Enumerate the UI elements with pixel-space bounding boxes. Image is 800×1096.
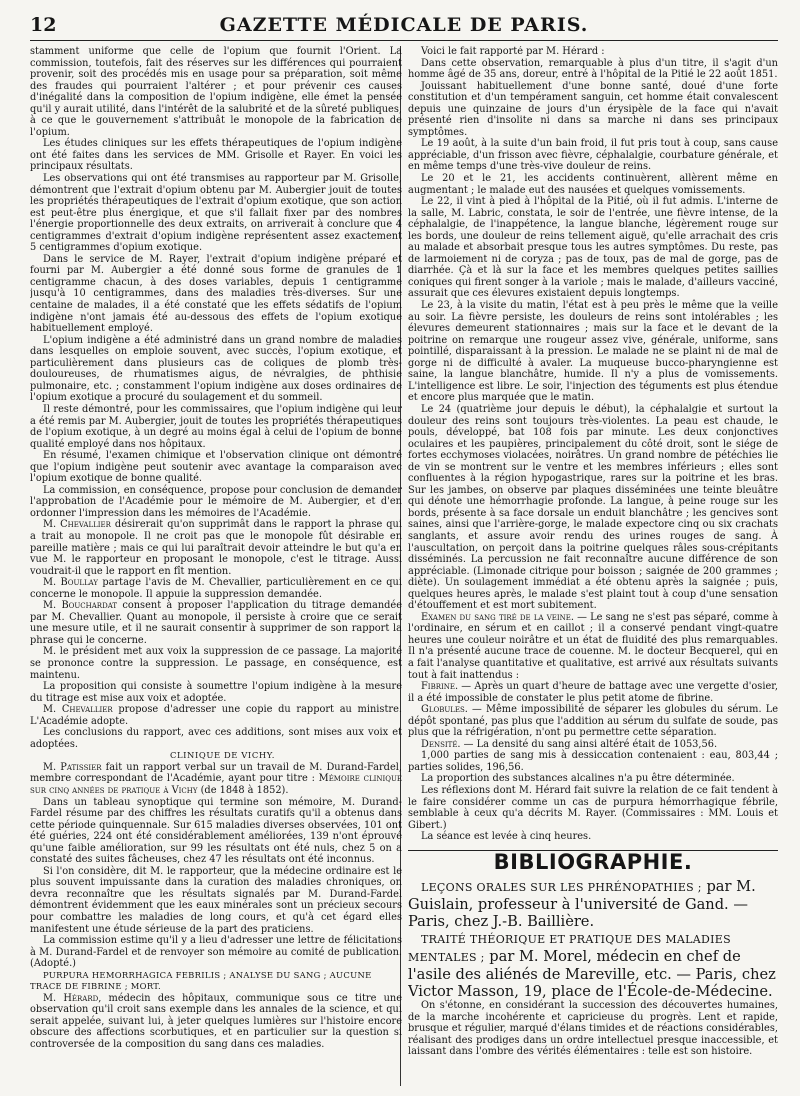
paragraph-text: — Même impossibilité de séparer les globules du sérum. Le dépôt spontané, pas plus que l'addition au sérum du sulfate de soude, pas plus que la réfrigération, n'ont pu permettre cette séparation.: [408, 704, 778, 739]
paragraph-text: propose d'adresser une copie du rapport au ministre. L'Académie adopte.: [30, 704, 402, 727]
paragraph-text: — Le sang ne s'est pas séparé, comme à l'ordinaire, en sérum et en caillot ; il a conservé pendant vingt-quatre heures une couleur noirâtre et un état de fluidité des plus remarquables. Il n'a présenté aucune trace de couenne. M. le docteur Becquerel, qui en a fait l'analyse quantitative et qualitative, est arrivé aux résultats suivants tout à fait inattendus :: [408, 611, 778, 681]
journal-title: GAZETTE MÉDICALE DE PARIS.: [219, 14, 589, 36]
run-in-heading: Examen du sang tiré de la veine.: [421, 611, 574, 623]
book-details: par M. Guislain, professeur à l'université de Gand. — Paris, chez J.-B. Baillière.: [408, 878, 756, 931]
paragraph-text: (de 1848 à 1852).: [197, 785, 289, 796]
paragraph-text: , médecin des hôpitaux, communique sous ce titre une observation qu'il croit sans exemple dans les annales de la science, et qui serait appelée, suivant lui, à jeter quelques lumières sur l'histoire encore obscure des affections scorbutiques, et en particulier sur la question si controversée de la composition du sang dans ces maladies.: [30, 992, 402, 1051]
paragraph: Dans le service de M. Rayer, l'extrait d'opium indigène préparé et fourni par M. Aubergier a été donné sous forme de granules de 1 centigramme chacun, à des doses variables, depuis 1 centigramme jusqu'à 10 centigrammes, dans des maladies très-diverses. Sur une centaine de malades, il a été constaté que les effets sédatifs de l'opium indigène n'ont jamais été au-dessous des effets de l'opium exotique habituellement employé.: [30, 253, 402, 335]
paragraph-text: désirerait qu'on supprimât dans le rapport la phrase qui a trait au monopole. Il ne croit pas que le monopole fût désirable en pareille matière ; mais ce qui lui paraîtrait devoir atteindre le but qu'a en vue M. le rapporteur en proposant le monopole, c'est le titrage. Aussi voudrait-il que le rapport en fît mention.: [30, 519, 402, 577]
paragraph: [408, 739, 778, 751]
paragraph: [30, 762, 402, 797]
paragraph: [30, 600, 402, 646]
run-in-heading: Fibrine.: [421, 681, 459, 693]
speaker-name: M. Boullay: [43, 577, 99, 589]
paragraph: Les conclusions du rapport, avec ces additions, sont mises aux voix et adoptées.: [30, 727, 402, 750]
left-column: [30, 46, 402, 1086]
paragraph-text: partage l'avis de M. Chevallier, particulièrement en ce qui concerne le monopole. Il appuie la suppression demandée.: [30, 577, 402, 600]
paragraph: La séance est levée à cinq heures.: [421, 831, 592, 843]
section-heading-vichy: CLINIQUE DE VICHY.: [169, 750, 276, 761]
paragraph: Il reste démontré, pour les commissaires, que l'opium indigène qui leur a été remis par M. Aubergier, jouit de toutes les propriétés thérapeutiques de l'opium exotique, à un degré au moins égal à celui de l'opium de bonne qualité employé dans nos hôpitaux.: [30, 403, 402, 450]
paragraph: stamment uniforme que celle de l'opium que fournit l'Orient. La commission, toutefois, fait des réserves sur les différences qui pourraient provenir, soit des procédés mis en usage pour sa préparation, soit même des fraudes qui pourraient l'altérer ; et pour prévenir ces causes d'inégalité dans la composition de l'opium indigène, elle émet la pensée qu'il y aurait utilité, dans l'intérêt de la salubrité et de la sûreté publiques, à ce que le gouvernement s'attribuât le monopole de la fabrication de l'opium.: [30, 46, 402, 138]
paragraph: L'opium indigène a été administré dans un grand nombre de maladies dans lesquelles on emploie souvent, avec succès, l'opium exotique, et particulièrement dans plusieurs cas de coliques de plomb très-douloureuses, de rhumatismes aigus, de névralgies, de phthisie pulmonaire, etc. ; constamment l'opium indigène aux doses ordinaires de l'opium exotique a procuré du soulagement et du sommeil.: [30, 334, 402, 404]
speaker-name: M. Patissier: [43, 761, 102, 773]
paragraph: Les études cliniques sur les effets thérapeutiques de l'opium indigène ont été faites dans les services de MM. Grisolle et Rayer. En voici les principaux résultats.: [30, 138, 402, 173]
paragraph: La proportion des substances alcalines n'a pu être déterminée.: [421, 773, 735, 785]
run-in-heading: Globules.: [421, 704, 468, 716]
paragraph: Le 22, il vint à pied à l'hôpital de la Pitié, où il fut admis. L'interne de la salle, M. Labric, constata, le soir de l'entrée, une fièvre intense, de la céphalalgie, de l'inappétence, la langue blanche, légèrement rouge sur les bords, une douleur de reins tellement aiguë, qu'elle arrachait des cris au malade et absorbait presque tous les autres symptômes. Du reste, pas de larmoiement ni de coryza ; pas de toux, pas de mal de gorge, pas de diarrhée. Çà et là sur la face et les membres quelques petites saillies coniques qui firent songer à la variole ; mais le malade, d'ailleurs vacciné, assurait que ces élevures existaient depuis longtemps.: [408, 196, 778, 300]
paragraph: [408, 612, 778, 681]
right-column: [408, 46, 778, 1086]
speaker-name: M. Chevallier: [43, 704, 113, 716]
page-header: [30, 14, 778, 41]
book-title: LEÇONS ORALES SUR LES PHRÉNOPATHIES ;: [421, 881, 702, 895]
paragraph-text: — Après un quart d'heure de battage avec une vergette d'osier, il a été impossible de constater le plus petit atome de fibrine.: [408, 681, 778, 704]
book-entry: [408, 878, 778, 930]
paragraph: La commission, en conséquence, propose pour conclusion de demander l'approbation de l'Académie pour le mémoire de M. Aubergier, et d'en ordonner l'impression dans les mémoires de l'Académie.: [30, 484, 402, 519]
speaker-name: M. Hérard: [43, 992, 99, 1004]
paragraph: Les observations qui ont été transmises au rapporteur par M. Grisolle, démontrent que l'extrait d'opium obtenu par M. Aubergier jouit de toutes les propriétés thérapeutiques de l'extrait d'opium exotique, que son action est peut-être plus énergique, et que s'il fallait fixer par des nombres l'énergie proportionnelle des deux extraits, on arriverait à conclure que 4 centigrammes d'extrait d'opium indigène représentent assez exactement 5 centigrammes d'opium exotique.: [30, 173, 402, 254]
page-number: 12: [30, 14, 57, 36]
paragraph: Jouissant habituellement d'une bonne santé, doué d'une forte constitution et d'un tempérament sanguin, cet homme était convalescent depuis une quinzaine de jours d'un érysipèle de la face qui n'avait présenté rien d'insolite ni dans sa marche ni dans ses principaux symptômes.: [408, 80, 778, 138]
paragraph-text: — La densité du sang ainsi altéré était de 1053,56.: [460, 738, 718, 750]
paragraph: La commission estime qu'il y a lieu d'adresser une lettre de félicitations à M. Durand-Fardel et de renvoyer son mémoire au comité de publication. (Adopté.): [30, 935, 402, 970]
paragraph: Dans cette observation, remarquable à plus d'un titre, il s'agit d'un homme âgé de 35 ans, doreur, entré à l'hôpital de la Pitié le 22 août 1851.: [408, 57, 778, 81]
speaker-name: M. Bouchardat: [43, 600, 118, 612]
paragraph: Les réflexions dont M. Hérard fait suivre la relation de ce fait tendent à le faire considérer comme un cas de purpura hémorrhagique fébrile, semblable à ceux qu'a décrits M. Rayer. (Commissaires : MM. Louis et Gibert.): [408, 785, 778, 831]
speaker-name: M. Chevallier: [43, 519, 111, 531]
paragraph: M. le président met aux voix la suppression de ce passage. La majorité se prononce contre la suppression. Le passage, en conséquence, est maintenu.: [30, 646, 402, 681]
book-entry: [408, 930, 778, 1000]
book-title: TRAITÉ THÉORIQUE ET PRATIQUE DES MALADIES MENTALES ;: [408, 933, 731, 965]
paragraph: On s'étonne, en considérant la succession des découvertes humaines, de la marche incohérente et capricieuse du progrès. Lent et rapide, brusque et régulier, marqué d'élans timides et de réactions considérables, réalisant des prodiges dans un ordre intellectuel presque inaccessible, et laissant dans l'ombre des vérités élémentaires : telle est son histoire.: [408, 1000, 778, 1058]
paragraph: Le 20 et le 21, les accidents continuèrent, allèrent même en augmentant ; le malade eut des nausées et quelques vomissements.: [408, 173, 778, 196]
section-heading-purpura: PURPURA HEMORRHAGICA FEBRILIS ; ANALYSE DU SANG ; AUCUNE TRACE DE FIBRINE ; MORT.: [30, 969, 372, 992]
paragraph: Le 23, à la visite du matin, l'état est à peu près le même que la veille au soir. La fièvre persiste, les douleurs de reins sont intolérables ; les élevures demeurent stationnaires ; mais sur la face et le devant de la poitrine on remarque une rougeur assez vive, générale, uniforme, sans pointillé, disparaissant à la pression. Le malade ne se plaint ni de mal de gorge ni de difficulté à avaler. La muqueuse bucco-pharyngienne est saine, la langue blanchâtre, humide. Il n'y a plus de vomissements. L'intelligence est libre. Le soir, l'injection des téguments est plus étendue et encore plus marquée que le matin.: [408, 300, 778, 404]
paragraph: [30, 704, 402, 727]
paragraph: [30, 519, 402, 577]
run-in-heading: Densité.: [421, 738, 461, 750]
bibliography-heading: BIBLIOGRAPHIE.: [493, 849, 693, 874]
paragraph: Voici le fait rapporté par M. Hérard :: [421, 46, 605, 57]
paragraph: 1,000 parties de sang mis à dessiccation contenaient : eau, 803,44 ; parties solides, 196,56.: [408, 750, 778, 773]
paragraph: [30, 993, 402, 1051]
paragraph: La proposition qui consiste à soumettre l'opium indigène à la mesure du titrage est mise aux voix et adoptée.: [30, 681, 402, 704]
paragraph: [30, 577, 402, 600]
book-details: par M. Morel, médecin en chef de l'asile des aliénés de Mareville, etc. — Paris, chez Victor Masson, 19, place de l'École-de-Médecine.: [408, 948, 776, 1001]
paragraph: Si l'on considère, dit M. le rapporteur, que la médecine ordinaire est le plus souvent impuissante dans la curation des maladies chroniques, on devra reconnaître que les résultats signalés par M. Durand-Fardel démontrent évidemment que les eaux minérales sont un précieux secours pour combattre les maladies de long cours, et qu'à cet égard elles manifestent une étude sérieuse de la part des praticiens.: [30, 865, 402, 935]
paragraph: [408, 681, 778, 704]
paragraph: Dans un tableau synoptique qui termine son mémoire, M. Durand-Fardel résume par des chiffres les résultats curatifs qu'il a obtenus dans cette période quinquennale. Sur 615 maladies diverses observées, 101 ont été guéries, 224 ont été considérablement améliorées, 139 n'ont éprouvé qu'une faible amélioration, sur 99 les résultats ont été nuls, chez 5 on a constaté des suites fâcheuses, chez 47 les résultats ont été inconnus.: [30, 796, 402, 866]
paragraph-text: consent à proposer l'application du titrage demandée par M. Chevallier. Quant au monopole, il persiste à croire que ce serait une mesure utile, et il ne saurait consentir à supprimer de son rapport la phrase qui le concerne.: [30, 600, 402, 646]
paragraph: En résumé, l'examen chimique et l'observation clinique ont démontré que l'opium indigène peut soutenir avec avantage la comparaison avec l'opium exotique de bonne qualité.: [30, 450, 402, 485]
paragraph: Le 19 août, à la suite d'un bain froid, il fut pris tout à coup, sans cause appréciable, d'un frisson avec fièvre, céphalalgie, courbature générale, et en même temps d'une très-vive douleur de reins.: [408, 138, 778, 173]
paragraph-text: fait un rapport verbal sur un travail de M. Durand-Fardel, membre correspondant de l'Académie, ayant pour titre :: [30, 761, 402, 785]
memoir-title: Mémoire clinique sur cinq années de pratique à Vichy: [30, 773, 402, 796]
paragraph: Le 24 (quatrième jour depuis le début), la céphalalgie et surtout la douleur des reins sont toujours très-violentes. La peau est chaude, le pouls, développé, bat 108 fois par minute. Les deux conjonctives oculaires et les paupières, principalement du côté droit, sont le siége de fortes ecchymoses violacées, noirâtres. Un grand nombre de pétéchies lie de vin se montrent sur le ventre et les membres inférieurs ; elles sont confluentes à la région hypogastrique, rares sur la poitrine et les bras. Sur les jambes, on observe par plaques disséminées une teinte bleuâtre qui dénote une hémorrhagie profonde. La langue, à peine rouge sur les bords, présente à sa face dorsale un enduit blanchâtre ; les gencives sont saines, ainsi que l'arrière-gorge, le malade expectore cinq ou six crachats sanglants, et assure avoir rendu des urines rouges de sang. À l'auscultation, on perçoit dans la poitrine quelques râles sous-crépitants disséminés. La percussion ne fait reconnaître aucune différence de son appréciable. (Limonade citrique pour boisson ; saignée de 200 grammes ; diète). Un soulagement immédiat a été obtenu après la saignée ; puis, quelques heures après, le malade s'est plaint tout à coup d'une sensation d'étouffement et est mort subitement.: [408, 403, 778, 612]
paragraph: [408, 704, 778, 739]
